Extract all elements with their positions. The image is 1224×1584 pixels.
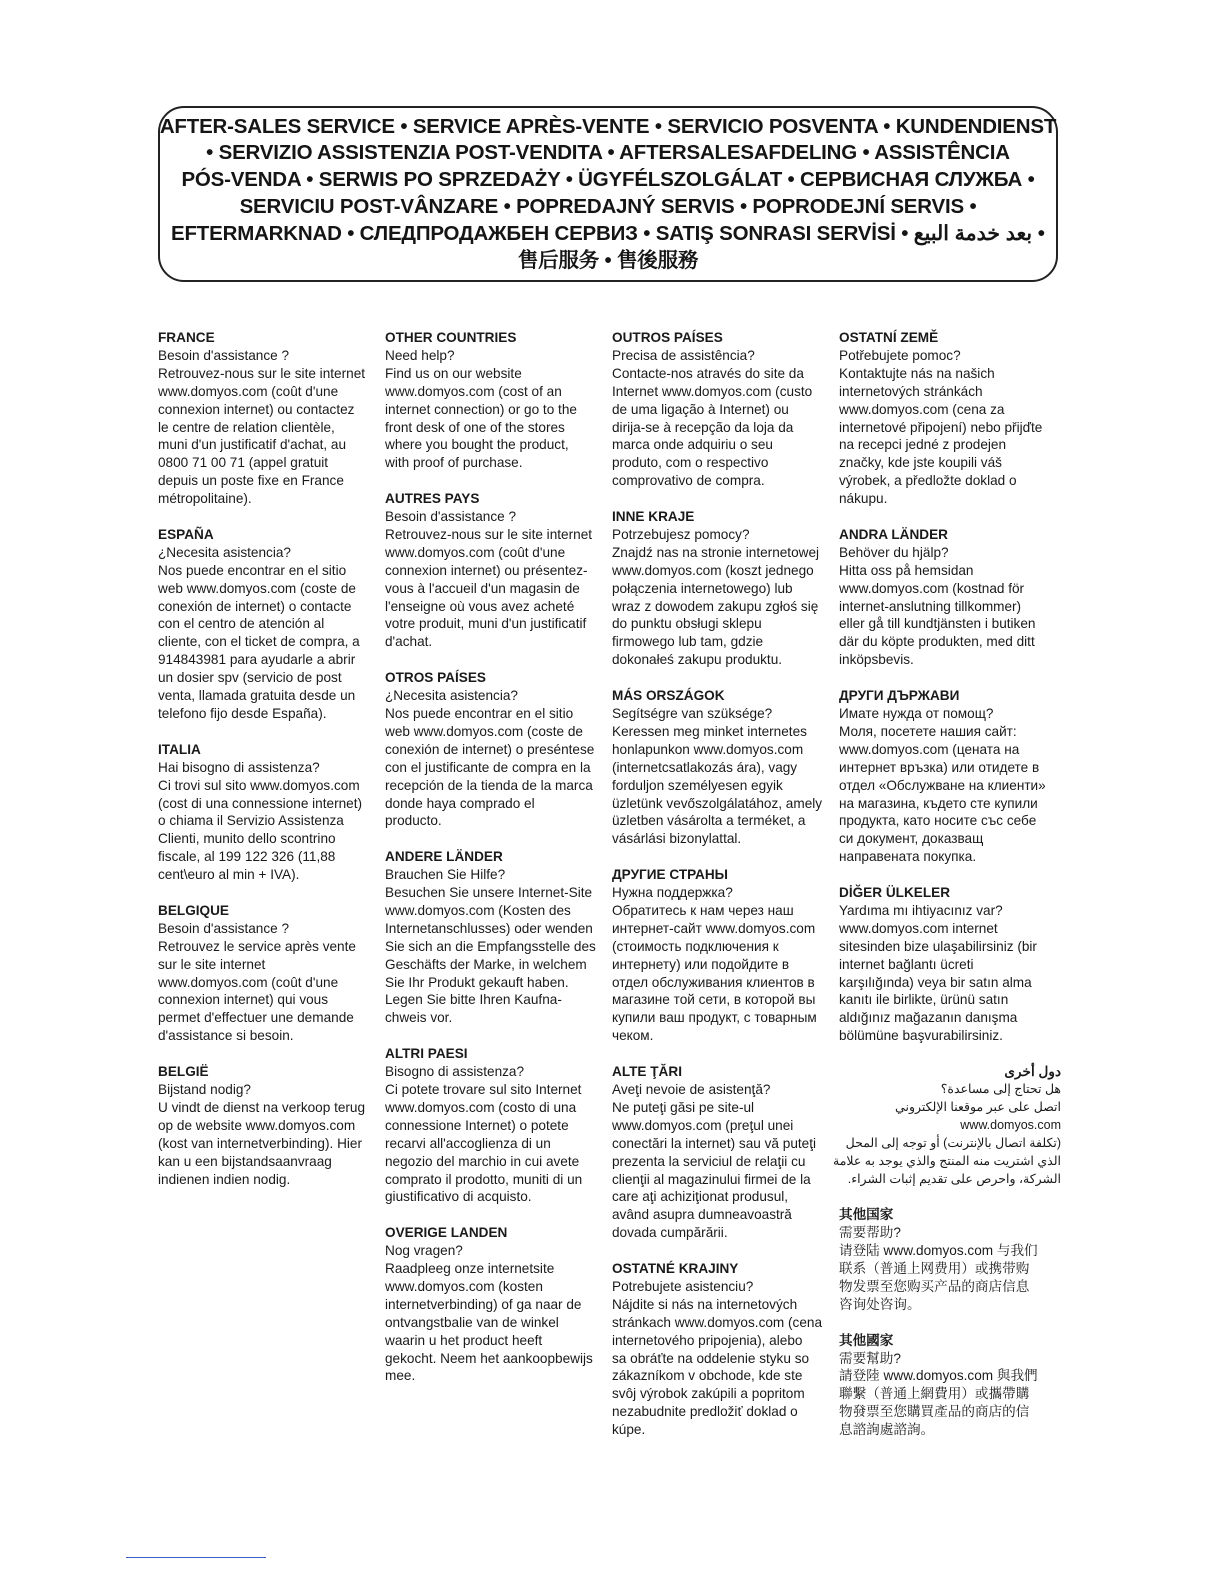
country-section [158, 1063, 380, 1188]
instruction-line: de uma ligação à Internet) ou [612, 401, 789, 417]
instruction-line: üzletben vásárolta a terméket, a [612, 813, 806, 829]
country-title: ITALIA [158, 741, 201, 757]
instruction-line: op de website www.domyos.com [158, 1117, 356, 1133]
instruction-line: dirija-se à recepção da loja da [612, 419, 794, 435]
instruction-line: comprovativo de compra. [612, 473, 765, 489]
instruction-line: depuis un poste fixe en France [158, 473, 344, 489]
instruction-line: ¿Necesita asistencia? [158, 544, 291, 560]
country-section [612, 866, 834, 1045]
country-section [385, 1224, 607, 1385]
instruction-line: Hai bisogno di assistenza? [158, 759, 320, 775]
instruction-line: giustificativo di acquisto. [385, 1189, 532, 1205]
country-title: 其他国家 [839, 1207, 894, 1223]
instruction-line: prezenta la serviciul de relaţii cu [612, 1153, 806, 1169]
instruction-line: votre produit, muni d'un justificatif [385, 616, 587, 632]
instruction-line: (стоимость подключения к [612, 938, 779, 954]
instruction-line: отдел обслуживания клиентов в [612, 974, 815, 990]
country-title: OUTROS PAÍSES [612, 330, 723, 345]
instruction-line: Nos puede encontrar en el sitio [385, 706, 574, 721]
instruction-line: Моля, посетете нашия сайт: [839, 723, 1017, 739]
country-title: FRANCE [158, 330, 215, 345]
instruction-line: web www.domyos.com (coste de [158, 580, 356, 596]
instruction-line: mee. [385, 1368, 416, 1384]
country-title: ANDERE LÄNDER [385, 849, 503, 865]
instruction-line: на магазина, където сте купили [839, 795, 1038, 811]
instruction-line: Potřebujete pomoc? [839, 347, 961, 363]
instruction-line: Nog vragen? [385, 1243, 463, 1259]
instruction-line: sitesinden bize ulaşabilirsiniz (bir [839, 938, 1037, 954]
instruction-line: produto, com o respectivo [612, 455, 769, 471]
instruction-line: Retrouvez le service après vente [158, 938, 356, 954]
instruction-line: Имате нужда от помощ? [839, 706, 994, 721]
instruction-line: www.domyos.com internet [839, 920, 998, 936]
column-2 [385, 329, 607, 1403]
instruction-line: Sie sich an die Empfangsstelle des [385, 938, 596, 954]
instruction-line: (cost di una connessione internet) [158, 795, 363, 811]
instruction-line: интернет-сайт www.domyos.com [612, 920, 816, 936]
instruction-line: fiscale, al 199 122 326 (11,88 [158, 849, 336, 865]
country-section [385, 1045, 607, 1206]
instruction-line: venta, llamada gratuita desde un [158, 688, 356, 704]
instruction-line: dokonałeś zakupu produktu. [612, 652, 783, 668]
instruction-line: Bijstand nodig? [158, 1082, 251, 1097]
instruction-line: Yardıma mı ihtiyacınız var? [839, 902, 1003, 918]
instruction-line: Geschäfts der Marke, in welchem [385, 956, 587, 972]
instruction-line: магазине той сети, в которой вы [612, 992, 816, 1008]
instruction-line: www.domyos.com (coût d'une [385, 544, 566, 560]
column-1 [158, 329, 380, 1206]
header-line-3: PÓS-VENDA • SERWIS PO SPRZEDAŻY • ÜGYFÉLSZOLGÁLAT • СЕРВИСНАЯ СЛУЖБА • [181, 168, 1035, 192]
instruction-line: Bisogno di assistenza? [385, 1064, 525, 1080]
instruction-line: 请登陆 www.domyos.com 与我们 [839, 1243, 1038, 1259]
instruction-line: Brauchen Sie Hilfe? [385, 867, 506, 883]
country-title: ДРУГИ ДЪРЖАВИ [839, 688, 960, 704]
country-section [612, 687, 834, 848]
instruction-line: направената покупка. [839, 849, 977, 865]
instruction-line: cent\euro al min + IVA). [158, 867, 300, 883]
instruction-line: 聯繫（普通上網費用）或攜帶購 [839, 1386, 1030, 1402]
instruction-line: kan u een bijstandsaanvraag [158, 1153, 332, 1169]
instruction-line: 需要幫助? [839, 1350, 901, 1366]
country-title: OSTATNÉ KRAJINY [612, 1261, 739, 1277]
instruction-line: Ci potete trovare sul sito Internet [385, 1082, 582, 1097]
instruction-line: 物发票至您购买产品的商店信息 [839, 1278, 1030, 1294]
instruction-line: connexion internet) qui vous [158, 992, 329, 1008]
header-line-6: 售后服务 • 售後服務 [517, 248, 699, 272]
instruction-line: Nájdite si nás na internetových [612, 1296, 798, 1312]
instruction-line: negozio del marchio in cui avete [385, 1153, 580, 1169]
instruction-line: honlapunkon www.domyos.com [612, 741, 804, 757]
instruction-line: Besuchen Sie unsere Internet-Site [385, 885, 593, 901]
country-title: OSTATNÍ ZEMĚ [839, 330, 939, 345]
instruction-line: where you bought the product, [385, 437, 569, 453]
instruction-line: svôj výrobok zakúpili a popritom [612, 1386, 805, 1402]
country-section [385, 490, 607, 651]
instruction-line: muni d'un justificatif d'achat, au [158, 437, 347, 453]
country-section [385, 848, 607, 1027]
instruction-line: Internet www.domyos.com (custo [612, 383, 813, 399]
instruction-line: d'achat. [385, 634, 433, 650]
instruction-line: con el centro de atención al [158, 616, 325, 632]
instruction-line: având asupra dumneavoastră [612, 1207, 792, 1223]
country-section [385, 669, 607, 830]
instruction-line: internetových stránkách [839, 383, 983, 399]
instruction-line: Find us on our website [385, 365, 522, 381]
instruction-line: Keressen meg minket internetes [612, 723, 807, 739]
instruction-line: www.domyos.com (kosten [385, 1278, 543, 1294]
instruction-line: Nos puede encontrar en el sitio [158, 562, 347, 578]
instruction-line: waarin u het product heeft [385, 1332, 543, 1348]
instruction-line: www.domyos.com (koszt jednego [612, 562, 814, 578]
country-title: ALTE ŢĂRI [612, 1064, 682, 1080]
instruction-line: producto. [385, 813, 442, 829]
country-section [839, 687, 1061, 866]
instruction-line: połączenia internetowego) lub [612, 580, 793, 596]
country-section [385, 329, 607, 472]
instruction-line: Retrouvez-nous sur le site internet [158, 365, 366, 381]
instruction-line: 息諮詢處諮詢。 [839, 1422, 935, 1438]
instruction-line: dovada cumpărării. [612, 1225, 728, 1241]
instruction-line: اتصل على عبر موقعنا الإلكتروني [895, 1099, 1061, 1114]
instruction-line: vous à l'accueil d'un magasin de [385, 580, 580, 596]
instruction-line: forduljon személyesen egyik [612, 777, 783, 793]
instruction-line: d'assistance si besoin. [158, 1028, 294, 1044]
instruction-line: nezabudnite predložiť doklad o [612, 1404, 798, 1420]
instruction-line: (internetcsatlakozás ára), vagy [612, 759, 798, 775]
instruction-line: Ci trovi sul sito www.domyos.com [158, 777, 360, 793]
country-title: ESPAÑA [158, 526, 214, 542]
country-title: OTHER COUNTRIES [385, 330, 517, 345]
instruction-line: www.domyos.com (coût d'une [158, 383, 339, 399]
country-section [839, 1206, 1061, 1313]
instruction-line: 請登陸 www.domyos.com 與我們 [839, 1368, 1038, 1384]
country-section [839, 526, 1061, 669]
instruction-line: www.domyos.com (preţul unei [612, 1117, 794, 1133]
country-section [158, 741, 380, 884]
instruction-line: karşılığında) veya bir satın alma [839, 974, 1032, 990]
instruction-line: Kontaktujte nás na našich [839, 365, 995, 381]
instruction-line: internetové připojení) nebo přijďte [839, 419, 1043, 435]
instruction-line: donde haya comprado el [385, 795, 535, 811]
country-title: ALTRI PAESI [385, 1046, 468, 1062]
column-4 [833, 329, 1061, 1457]
instruction-line: firmowego lub tam, gdzie [612, 634, 764, 650]
header-line-2: • SERVIZIO ASSISTENZIA POST-VENDITA • AFTERSALESAFDELING • ASSISTÊNCIA [206, 141, 1010, 165]
instruction-line: ontvangstbalie van de winkel [385, 1314, 559, 1330]
country-title: OVERIGE LANDEN [385, 1225, 508, 1241]
instruction-line: Aveţi nevoie de asistenţă? [612, 1082, 771, 1097]
instruction-line: do punktu obsługi sklepu [612, 616, 762, 632]
instruction-line: üzletünk vevőszolgálatához, amely [612, 795, 823, 811]
instruction-line: där du köpte produkten, med ditt [839, 634, 1035, 650]
instruction-line: Precisa de assistência? [612, 347, 755, 363]
instruction-line: aldığınız mağazanın danışma [839, 1010, 1018, 1026]
country-section [833, 1063, 1061, 1188]
instruction-line: sa obráťte na oddelenie styku so [612, 1350, 810, 1366]
instruction-line: connessione Internet) o potete [385, 1117, 569, 1133]
instruction-line: www.domyos.com (costo di una [385, 1099, 577, 1115]
instruction-line: l'enseigne où vous avez acheté [385, 598, 575, 614]
instruction-line: U vindt de dienst na verkoop terug [158, 1099, 366, 1115]
instruction-line: ¿Necesita asistencia? [385, 688, 518, 704]
instruction-line: comprato il prodotto, muniti di un [385, 1171, 583, 1187]
instruction-line: интернет връзка) или отидете в [839, 759, 1040, 775]
instruction-line: un dosier spv (servicio de post [158, 670, 342, 686]
instruction-line: conexión de internet) o preséntese [385, 741, 595, 757]
country-title: ANDRA LÄNDER [839, 526, 948, 542]
country-title: DİĞER ÜLKELER [839, 885, 951, 901]
instruction-line: cliente, con el ticket de compra, a [158, 634, 360, 650]
instruction-line: bölümüne başvurabilirsiniz. [839, 1028, 1003, 1044]
instruction-line: wraz z dowodem zakupu zgłoś się [612, 598, 819, 614]
instruction-line: vásárlási bizonylattal. [612, 831, 742, 847]
instruction-line: (kost van internetverbinding). Hier [158, 1135, 362, 1151]
instruction-line: gekocht. Neem het aankoopbewijs [385, 1350, 593, 1366]
instruction-line: stránkach www.domyos.com (cena [612, 1314, 823, 1330]
instruction-line: telefono fijo desde España). [158, 706, 327, 722]
instruction-line: indienen indien nodig. [158, 1171, 291, 1187]
instruction-line: permet d'effectuer une demande [158, 1010, 354, 1026]
instruction-line: 联系（普通上网费用）或携带购 [839, 1261, 1030, 1277]
instruction-line: Raadpleeg onze internetsite [385, 1261, 555, 1277]
instruction-line: sur le site internet [158, 956, 266, 972]
instruction-line: Retrouvez-nous sur le site internet [385, 526, 593, 542]
country-section [158, 329, 380, 508]
instruction-line: Segítségre van szüksége? [612, 706, 773, 721]
country-title: BELGIË [158, 1064, 209, 1080]
instruction-line: inköpsbevis. [839, 652, 914, 668]
country-section [612, 1260, 834, 1439]
instruction-line: Znajdź nas na stronie internetowej [612, 544, 820, 560]
instruction-line: интернету) или подойдите в [612, 956, 790, 972]
instruction-line: nákupu. [839, 491, 888, 507]
instruction-line: (تكلفة اتصال بالإنترنت) أو توجه إلى المحل [845, 1135, 1061, 1150]
instruction-line: chweis vor. [385, 1010, 453, 1026]
instruction-line: connexion internet) ou présentez- [385, 562, 588, 578]
instruction-line: 需要帮助? [839, 1225, 901, 1241]
instruction-line: na recepci jedné z prodejen [839, 437, 1007, 453]
instruction-line: značky, kde jste koupili váš [839, 455, 1002, 471]
instruction-line: Legen Sie bitte Ihren Kaufna- [385, 992, 562, 1008]
header-line-5: EFTERMARKNAD • СЛЕДПРОДАЖБЕН СЕРВИЗ • SATIŞ SONRASI SERVİSİ • بعد خدمة البيع • [171, 221, 1045, 245]
instruction-line: Potrzebujesz pomocy? [612, 526, 750, 542]
instruction-line: marca onde adquiriu o seu [612, 437, 773, 453]
instruction-line: kúpe. [612, 1422, 646, 1438]
instruction-line: internet-anslutning tillkommer) [839, 598, 1022, 614]
instruction-line: Besoin d'assistance ? [158, 920, 290, 936]
footer-rule [126, 1557, 266, 1558]
instruction-line: www.domyos.com (cena za [839, 401, 1005, 417]
header-line-1: AFTER-SALES SERVICE • SERVICE APRÈS-VENTE • SERVICIO POSVENTA • KUNDENDIENST [159, 114, 1057, 138]
country-title: دول أخرى [1004, 1064, 1061, 1080]
instruction-line: care aţi achiziţionat produsul, [612, 1189, 789, 1205]
instruction-line: www.domyos.com (kostnad för [839, 580, 1025, 596]
column-3 [612, 329, 834, 1457]
instruction-line: Hitta oss på hemsidan [839, 562, 974, 578]
instruction-line: con el justificante de compra en la [385, 759, 591, 775]
instruction-line: Нужна поддержка? [612, 885, 733, 901]
instruction-line: métropolitaine). [158, 491, 252, 507]
instruction-line: 0800 71 00 71 (appel gratuit [158, 455, 329, 471]
instruction-line: clienţii al magazinului firmei de la [612, 1171, 811, 1187]
country-title: 其他國家 [839, 1332, 894, 1348]
country-title: OTROS PAÍSES [385, 670, 486, 686]
country-title: ДРУГИЕ СТРАНЫ [612, 867, 728, 883]
instruction-line: eller gå till kundtjänsten i butiken [839, 616, 1036, 632]
instruction-line: www.domyos.com (Kosten des [385, 902, 571, 918]
instruction-line: الذي اشتريت منه المنتج والذي يوجد به علامة [833, 1153, 1061, 1168]
instruction-line: with proof of purchase. [385, 455, 523, 471]
instruction-line: Sie Ihr Produkt gekauft haben. [385, 974, 569, 990]
instruction-line: zákazníkom v obchode, kde ste [612, 1368, 803, 1384]
country-title: MÁS ORSZÁGOK [612, 688, 725, 704]
country-section [839, 1332, 1061, 1439]
instruction-line: kanıtı ile birlikte, ürünü satın [839, 992, 1009, 1008]
instruction-line: www.domyos.com (цената на [839, 741, 1020, 757]
instruction-line: Need help? [385, 347, 455, 363]
country-section [839, 329, 1061, 508]
country-section [612, 1063, 834, 1242]
instruction-line: 914843981 para ayudarle a abrir [158, 652, 356, 668]
instruction-line: 物發票至您購買產品的商店的信 [839, 1404, 1030, 1420]
instruction-line: recepción de la tienda de la marca [385, 777, 593, 793]
country-section [612, 508, 834, 669]
instruction-line: conectări la internet) sau vă puteţi [612, 1135, 817, 1151]
header-line-4: SERVICIU POST-VÂNZARE • POPREDAJNÝ SERVIS • POPRODEJNÍ SERVIS • [239, 195, 977, 218]
instruction-line: web www.domyos.com (coste de [385, 723, 583, 739]
instruction-line: le centre de relation clientèle, [158, 419, 335, 435]
instruction-line: الشركة، واحرص على تقديم إثبات الشراء. [847, 1171, 1061, 1186]
instruction-line: internetového pripojenia), alebo [612, 1332, 803, 1348]
country-title: INNE KRAJE [612, 509, 695, 525]
instruction-line: هل تحتاج إلى مساعدة؟ [940, 1082, 1061, 1096]
instruction-line: купили ваш продукт, с товарным [612, 1010, 817, 1026]
instruction-line: си документ, доказващ [839, 831, 984, 847]
country-title: AUTRES PAYS [385, 491, 480, 507]
instruction-line: Besoin d'assistance ? [158, 347, 290, 363]
instruction-line: Behöver du hjälp? [839, 544, 949, 560]
after-sales-header-box [158, 106, 1058, 282]
instruction-line: Ne puteţi găsi pe site-ul [612, 1099, 755, 1115]
instruction-line: front desk of one of the stores [385, 419, 565, 435]
country-section [158, 902, 380, 1045]
instruction-line: Internetanschlusses) oder wenden [385, 920, 593, 936]
instruction-line: www.domyos.com (coût d'une [158, 974, 339, 990]
country-section [158, 526, 380, 723]
instruction-line: продукта, като носите със себе [839, 813, 1037, 829]
instruction-line: www.domyos.com [960, 1117, 1061, 1132]
instruction-line: internet connection) or go to the [385, 401, 577, 417]
instruction-line: Besoin d'assistance ? [385, 509, 517, 525]
instruction-line: чеком. [612, 1028, 654, 1044]
instruction-line: Clienti, munito dello scontrino [158, 831, 336, 847]
instruction-line: отдел «Обслужване на клиенти» [839, 777, 1046, 793]
instruction-line: recarvi all'accoglienza di un [385, 1135, 551, 1151]
instruction-line: internetverbinding) of ga naar de [385, 1296, 582, 1312]
country-title: BELGIQUE [158, 902, 229, 918]
instruction-line: www.domyos.com (cost of an [385, 383, 562, 399]
instruction-line: o chiama il Servizio Assistenza [158, 813, 344, 829]
instruction-line: internet bağlantı ücreti [839, 956, 974, 972]
country-section [612, 329, 834, 490]
instruction-line: výrobek, a předložte doklad o [839, 473, 1017, 489]
instruction-line: 咨询处咨询。 [839, 1296, 921, 1312]
instruction-line: Contacte-nos através do site da [612, 365, 804, 381]
country-section [839, 884, 1061, 1045]
instruction-line: Обратитесь к нам через наш [612, 902, 794, 918]
instruction-line: connexion internet) ou contactez [158, 401, 355, 417]
instruction-line: conexión de internet) o contacte [158, 598, 352, 614]
instruction-line: Potrebujete asistenciu? [612, 1278, 754, 1294]
